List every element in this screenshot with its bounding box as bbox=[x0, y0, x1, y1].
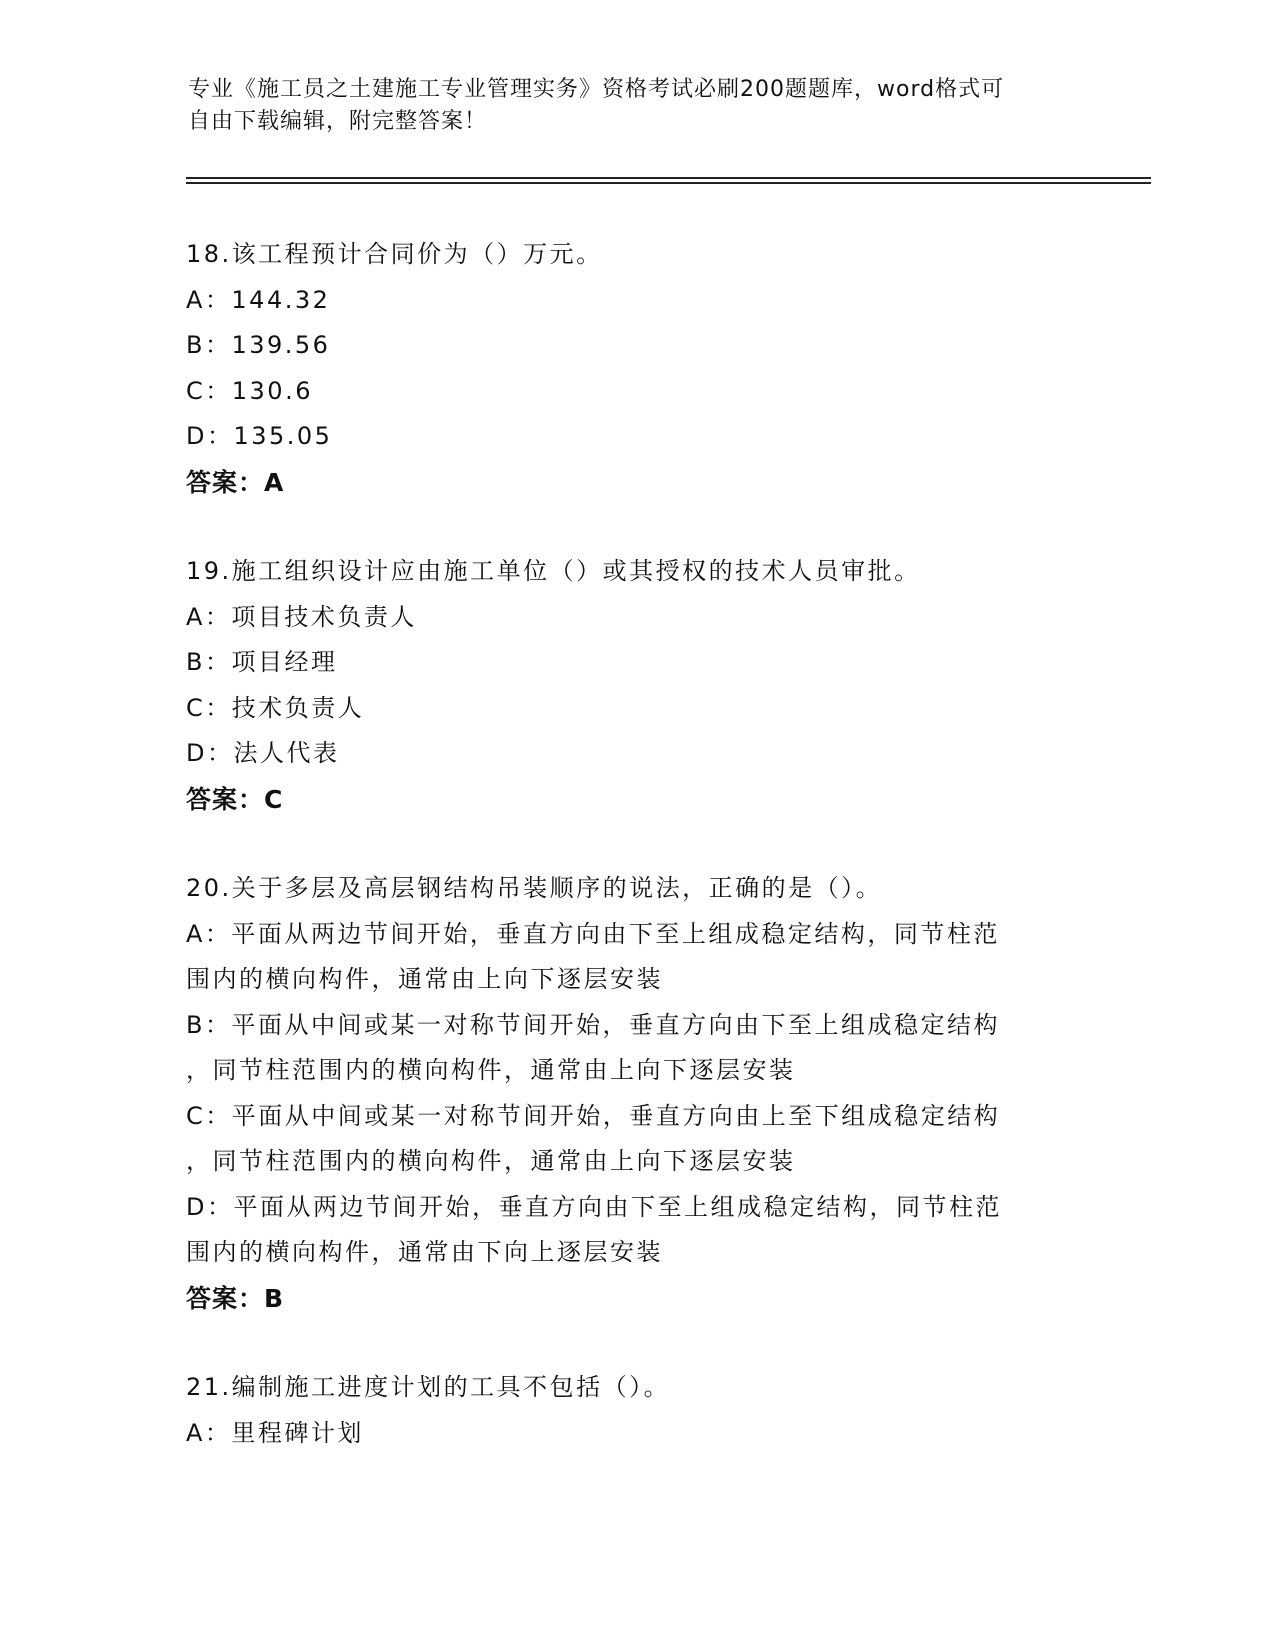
question-stem: 21.编制施工进度计划的工具不包括（）。 bbox=[186, 1373, 671, 1401]
option-a-line-2: 围内的横向构件，通常由上向下逐层安装 bbox=[186, 965, 663, 993]
answer-label: 答案：A bbox=[186, 467, 285, 497]
document-header bbox=[188, 74, 1068, 138]
option-d-line-2: 围内的横向构件，通常由下向上逐层安装 bbox=[186, 1238, 663, 1266]
question-stem: 18.该工程预计合同价为（）万元。 bbox=[186, 240, 603, 268]
option-d-line-1: D：平面从两边节间开始，垂直方向由下至上组成稳定结构，同节柱范 bbox=[186, 1192, 1002, 1221]
option-c-line-2: ，同节柱范围内的横向构件，通常由上向下逐层安装 bbox=[186, 1147, 796, 1175]
question-19 bbox=[186, 549, 1086, 822]
header-title-line-2: 自由下载编辑，附完整答案！ bbox=[188, 109, 488, 134]
question-stem: 19.施工组织设计应由施工单位（）或其授权的技术人员审批。 bbox=[186, 557, 921, 585]
header-divider-top bbox=[186, 177, 1151, 179]
option-a: A：里程碑计划 bbox=[186, 1418, 364, 1447]
answer-label: 答案：C bbox=[186, 784, 284, 814]
option-a: A：144.32 bbox=[186, 285, 331, 314]
option-b: B：139.56 bbox=[186, 331, 331, 359]
option-b-line-2: ，同节柱范围内的横向构件，通常由上向下逐层安装 bbox=[186, 1056, 796, 1084]
option-b-line-1: B：平面从中间或某一对称节间开始，垂直方向由下至上组成稳定结构 bbox=[186, 1010, 1000, 1039]
answer-label: 答案：B bbox=[186, 1283, 285, 1313]
option-c: C：130.6 bbox=[186, 376, 313, 405]
option-a-line-1: A：平面从两边节间开始，垂直方向由下至上组成稳定结构，同节柱范 bbox=[186, 919, 1000, 948]
option-d: D：135.05 bbox=[186, 422, 333, 450]
question-20 bbox=[186, 866, 1086, 1321]
option-c-line-1: C：平面从中间或某一对称节间开始，垂直方向由上至下组成稳定结构 bbox=[186, 1101, 1001, 1130]
option-d: D：法人代表 bbox=[186, 739, 340, 767]
header-title-line-1: 专业《施工员之土建施工专业管理实务》资格考试必刷200题题库，word格式可 bbox=[188, 77, 1005, 102]
question-list bbox=[186, 232, 1086, 1500]
option-c: C：技术负责人 bbox=[186, 693, 365, 722]
option-a: A：项目技术负责人 bbox=[186, 602, 417, 631]
question-stem: 20.关于多层及高层钢结构吊装顺序的说法，正确的是（）。 bbox=[186, 874, 883, 902]
header-divider-bottom bbox=[186, 182, 1151, 184]
option-b: B：项目经理 bbox=[186, 648, 338, 676]
question-18 bbox=[186, 232, 1086, 505]
question-21 bbox=[186, 1365, 1086, 1456]
